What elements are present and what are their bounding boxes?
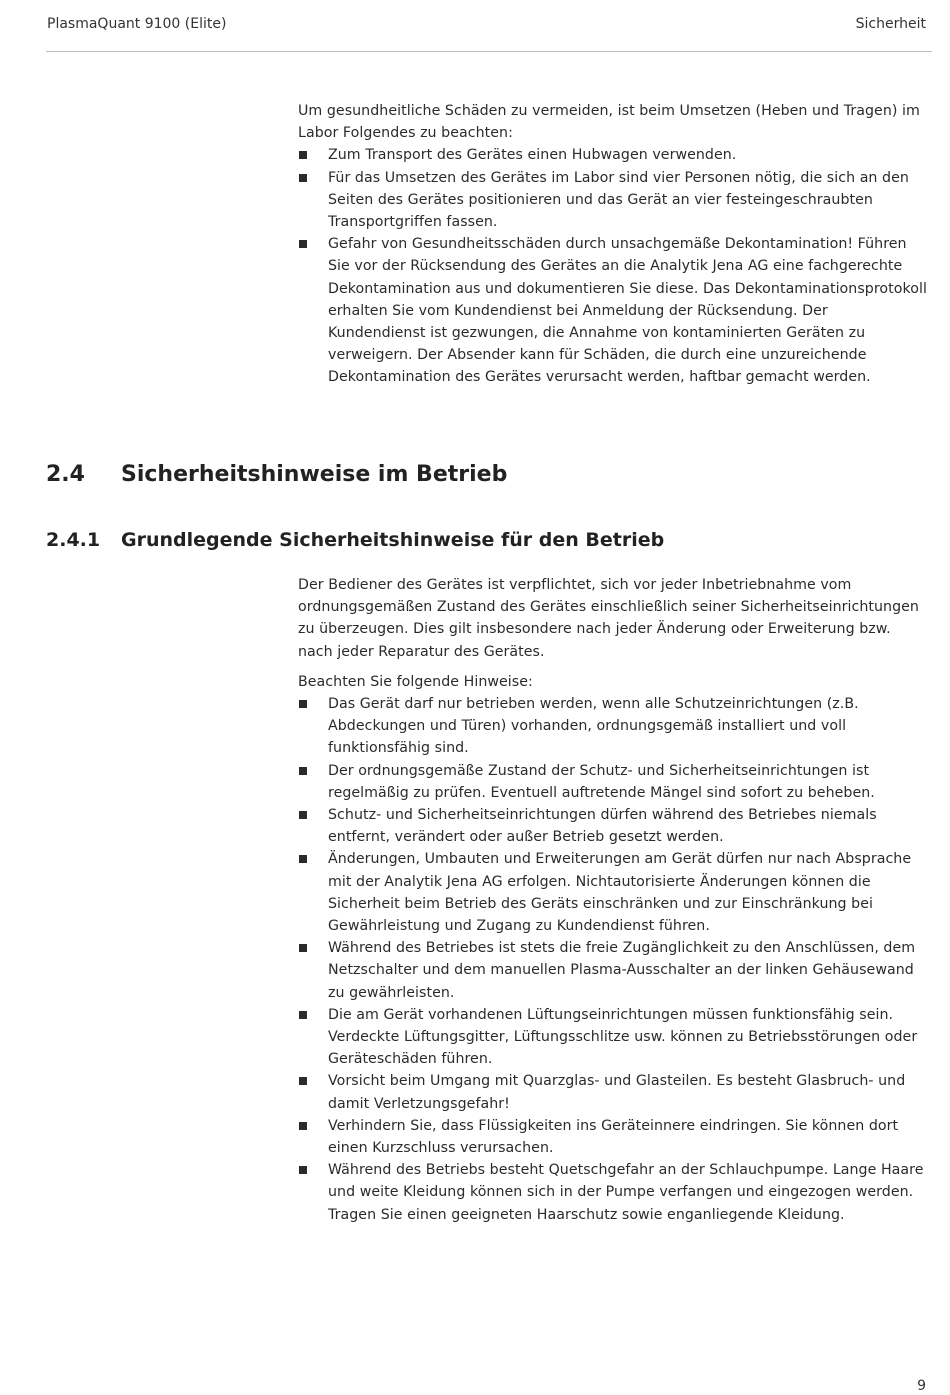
square-bullet-icon <box>299 811 307 819</box>
list-item <box>298 693 928 760</box>
intro-bullet-list <box>298 144 928 388</box>
list-item-text: Verhindern Sie, dass Flüssigkeiten ins Geräteinnere eindringen. Sie können dort einen Kurzschluss verursachen. <box>328 1117 899 1157</box>
list-item <box>298 760 928 804</box>
subsection-title: Grundlegende Sicherheitshinweise für den Betrieb <box>121 529 665 551</box>
square-bullet-icon <box>299 944 307 952</box>
square-bullet-icon <box>299 1077 307 1085</box>
subsection-heading <box>46 529 926 555</box>
chapter-title: Sicherheit <box>855 16 926 32</box>
section-title: Sicherheitshinweise im Betrieb <box>121 462 508 487</box>
list-item-text: Zum Transport des Gerätes einen Hubwagen verwenden. <box>328 147 737 164</box>
square-bullet-icon <box>299 1166 307 1174</box>
square-bullet-icon <box>299 174 307 182</box>
list-item-text: Der ordnungsgemäße Zustand der Schutz- und Sicherheitseinrichtungen ist regelmäßig zu prüfen. Eventuell auftretende Mängel sind sofort zu beheben. <box>328 762 875 801</box>
square-bullet-icon <box>299 767 307 775</box>
page-number: 9 <box>917 1378 926 1394</box>
list-item-text: Schutz- und Sicherheitseinrichtungen dürfen während des Betriebes niemals entfernt, verändert oder außer Betrieb gesetzt werden. <box>328 807 877 846</box>
intro-lead: Um gesundheitliche Schäden zu vermeiden, ist beim Umsetzen (Heben und Tragen) im Labor Folgendes zu beachten: <box>298 103 920 142</box>
square-bullet-icon <box>299 151 307 159</box>
list-item-text: Gefahr von Gesundheitsschäden durch unsachgemäße Dekontamination! Führen Sie vor der Rücksendung des Gerätes an die Analytik Jena AG eine fachgerechte Dekontamination aus und dokumentieren Sie diese. Das Dekontaminationsprotokoll erhalten Sie vom Kundendienst bei Anmeldung der Rücksendung. Der Kundendienst ist gezwungen, die Annahme von kontaminierten Geräten zu verweigern. Der Absender kann für Schäden, die durch eine unzureichende Dekontamination des Gerätes verursacht werden, haftbar gemacht werden. <box>328 236 927 386</box>
square-bullet-icon <box>299 240 307 248</box>
list-item <box>298 1070 928 1114</box>
safety-bullet-list <box>298 693 928 1226</box>
square-bullet-icon <box>299 1122 307 1130</box>
square-bullet-icon <box>299 1011 307 1019</box>
list-item-text: Die am Gerät vorhandenen Lüftungseinrichtungen müssen funktionsfähig sein. Verdeckte Lüftungsgitter, Lüftungsschlitze usw. können zu Betriebsstörungen oder Geräteschäden führen. <box>328 1006 918 1068</box>
list-item-text: Das Gerät darf nur betrieben werden, wenn alle Schutzeinrichtungen (z.B. Abdeckungen und Türen) vorhanden, ordnungsgemäß installiert und voll funktionsfähig sind. <box>328 696 859 757</box>
notes-intro: Beachten Sie folgende Hinweise: <box>298 673 533 690</box>
list-item <box>298 144 928 166</box>
list-item <box>298 167 928 234</box>
list-item <box>298 233 928 388</box>
subsection-body <box>298 574 928 1226</box>
list-item-text: Vorsicht beim Umgang mit Quarzglas- und Glasteilen. Es besteht Glasbruch- und damit Verletzungsgefahr! <box>328 1073 906 1112</box>
list-item <box>298 848 928 937</box>
subsection-number: 2.4.1 <box>46 529 101 551</box>
section-number: 2.4 <box>46 462 85 487</box>
list-item <box>298 937 928 1004</box>
section-heading <box>46 462 926 492</box>
list-item-text: Während des Betriebes ist stets die freie Zugänglichkeit zu den Anschlüssen, dem Netzschalter und dem manuellen Plasma-Ausschalter an der linken Gehäusewand zu gewährleisten. <box>328 940 916 1001</box>
list-item-text: Für das Umsetzen des Gerätes im Labor sind vier Personen nötig, die sich an den Seiten des Gerätes positionieren und das Gerät an vier festeingeschraubten Transportgriffen fassen. <box>328 169 909 231</box>
intro-block <box>298 100 928 389</box>
list-item <box>298 1004 928 1071</box>
square-bullet-icon <box>299 700 307 708</box>
operator-duty-paragraph: Der Bediener des Gerätes ist verpflichtet, sich vor jeder Inbetriebnahme vom ordnungsgemäßen Zustand des Gerätes einschließlich seiner Sicherheitseinrichtungen zu überzeugen. Dies gilt insbesondere nach jeder Änderung oder Erweiterung bzw. nach jeder Reparatur des Gerätes. <box>298 577 919 660</box>
list-item-text: Während des Betriebs besteht Quetschgefahr an der Schlauchpumpe. Lange Haare und weite Kleidung können sich in der Pumpe verfangen und eingezogen werden. Tragen Sie einen geeigneten Haarschutz sowie enganliegende Kleidung. <box>328 1162 924 1223</box>
list-item-text: Änderungen, Umbauten und Erweiterungen am Gerät dürfen nur nach Absprache mit der Analytik Jena AG erfolgen. Nichtautorisierte Änderungen können die Sicherheit beim Betrieb des Geräts einschränken und zur Einschränkung bei Gewährleistung und Zugang zu Kundendienst führen. <box>328 851 912 935</box>
list-item <box>298 1115 928 1159</box>
list-item <box>298 1159 928 1226</box>
list-item <box>298 804 928 848</box>
square-bullet-icon <box>299 855 307 863</box>
page-header <box>46 16 932 52</box>
document-title: PlasmaQuant 9100 (Elite) <box>47 16 227 32</box>
